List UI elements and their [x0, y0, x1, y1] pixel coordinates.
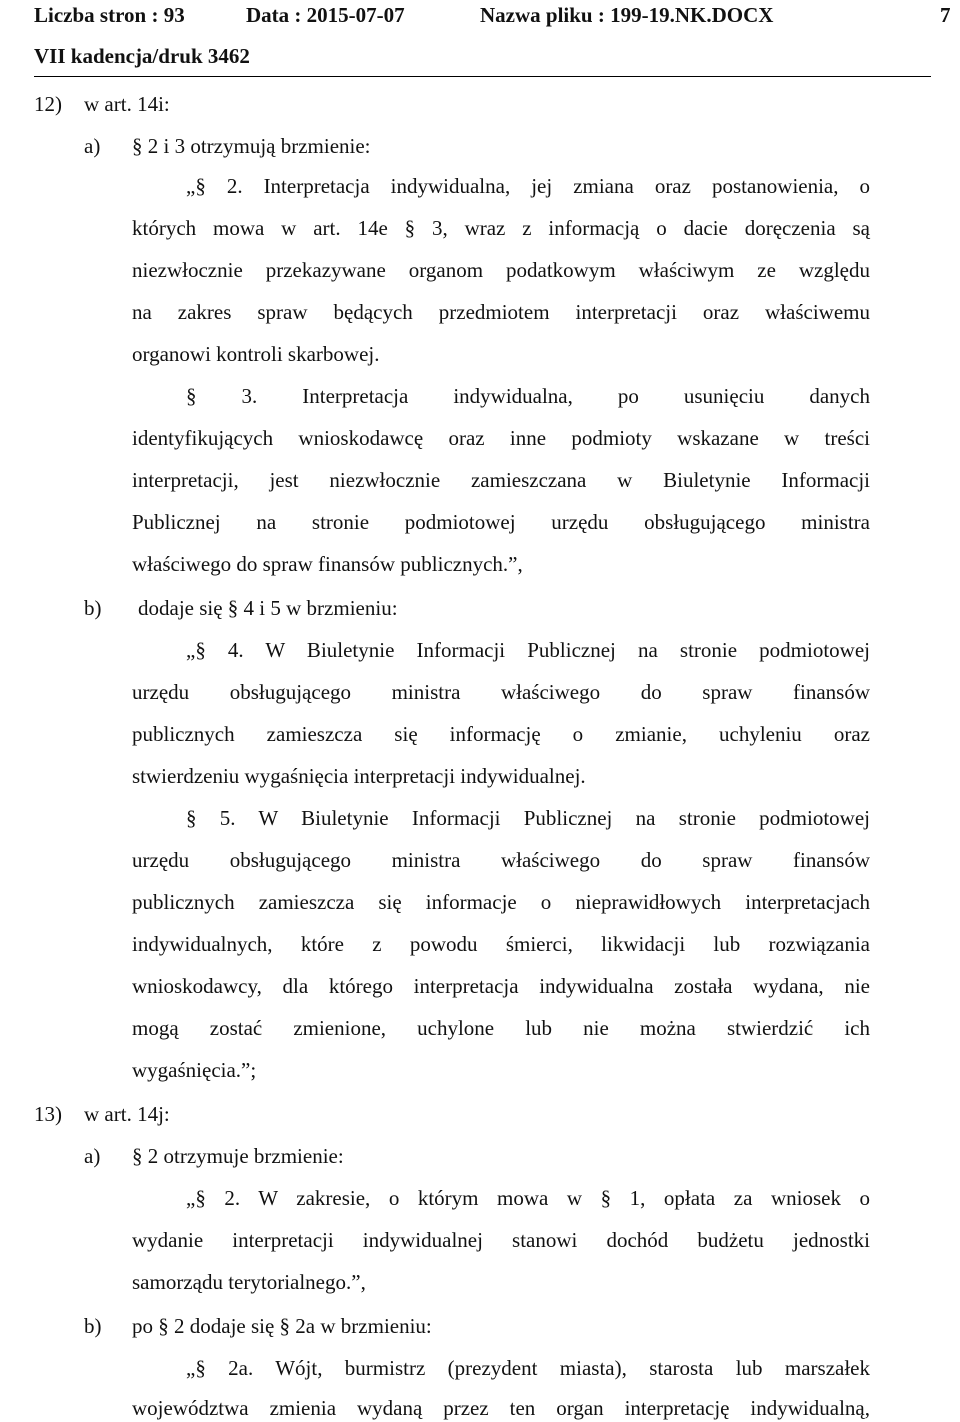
file-name: Nazwa pliku : 199-19.NK.DOCX: [480, 3, 774, 27]
paragraph-line: interpretacji, jest niezwłocznie zamieszczana w Biuletynie Informacji: [132, 468, 870, 492]
paragraph-line: § 5. W Biuletynie Informacji Publicznej na stronie podmiotowej: [186, 806, 870, 830]
paragraph-line: publicznych zamieszcza się informację o zmianie, uchyleniu oraz: [132, 722, 870, 746]
letter-label: b): [84, 1314, 102, 1338]
paragraph-line: samorządu terytorialnego.”,: [132, 1270, 366, 1294]
paragraph-line: których mowa w art. 14e § 3, wraz z informacją o dacie doręczenia są: [132, 216, 870, 240]
paragraph-line: „§ 2. Interpretacja indywidualna, jej zmiana oraz postanowienia, o: [186, 174, 870, 198]
page-count: Liczba stron : 93: [34, 3, 185, 27]
paragraph-line: publicznych zamieszcza się informacje o nieprawidłowych interpretacjach: [132, 890, 870, 914]
paragraph-line: § 3. Interpretacja indywidualna, po usunięciu danych: [186, 384, 870, 408]
paragraph-line: „§ 4. W Biuletynie Informacji Publicznej na stronie podmiotowej: [186, 638, 870, 662]
paragraph-line: urzędu obsługującego ministra właściwego do spraw finansów: [132, 848, 870, 872]
paragraph-line: wnioskodawcy, dla którego interpretacja indywidualna została wydana, nie: [132, 974, 870, 998]
paragraph-line: indywidualnych, które z powodu śmierci, likwidacji lub rozwiązania: [132, 932, 870, 956]
page-number: 7: [940, 3, 951, 27]
paragraph-line: identyfikujących wnioskodawcę oraz inne podmioty wskazane w treści: [132, 426, 870, 450]
point-number: 13): [34, 1102, 62, 1126]
paragraph-line: Publicznej na stronie podmiotowej urzędu obsługującego ministra: [132, 510, 870, 534]
paragraph-line: niezwłocznie przekazywane organom podatkowym właściwym ze względu: [132, 258, 870, 282]
paragraph-line: „§ 2a. Wójt, burmistrz (prezydent miasta), starosta lub marszałek: [186, 1356, 870, 1380]
paragraph-line: wygaśnięcia.”;: [132, 1058, 257, 1082]
point-text: w art. 14i:: [84, 92, 170, 116]
paragraph-line: wydanie interpretacji indywidualnej stanowi dochód budżetu jednostki: [132, 1228, 870, 1252]
paragraph-line: właściwego do spraw finansów publicznych.”,: [132, 552, 523, 576]
paragraph-line: na zakres spraw będących przedmiotem interpretacji oraz właściwemu: [132, 300, 870, 324]
paragraph-line: stwierdzeniu wygaśnięcia interpretacji indywidualnej.: [132, 764, 586, 788]
letter-text: dodaje się § 4 i 5 w brzmieniu:: [138, 596, 398, 620]
paragraph-line: województwa zmienia wydaną przez ten organ interpretację indywidualną,: [132, 1396, 870, 1420]
letter-label: a): [84, 134, 101, 158]
document-date: Data : 2015-07-07: [246, 3, 405, 27]
paragraph-line: organowi kontroli skarbowej.: [132, 342, 380, 366]
letter-text: po § 2 dodaje się § 2a w brzmieniu:: [132, 1314, 432, 1338]
letter-label: b): [84, 596, 102, 620]
paragraph-line: mogą zostać zmienione, uchylone lub nie można stwierdzić ich: [132, 1016, 870, 1040]
header-divider: [34, 76, 931, 77]
letter-label: a): [84, 1144, 101, 1168]
paragraph-line: urzędu obsługującego ministra właściwego do spraw finansów: [132, 680, 870, 704]
paragraph-line: „§ 2. W zakresie, o którym mowa w § 1, opłata za wniosek o: [186, 1186, 870, 1210]
document-subtitle: VII kadencja/druk 3462: [34, 44, 250, 68]
letter-text: § 2 i 3 otrzymują brzmienie:: [132, 134, 371, 158]
letter-text: § 2 otrzymuje brzmienie:: [132, 1144, 344, 1168]
point-number: 12): [34, 92, 62, 116]
point-text: w art. 14j:: [84, 1102, 170, 1126]
